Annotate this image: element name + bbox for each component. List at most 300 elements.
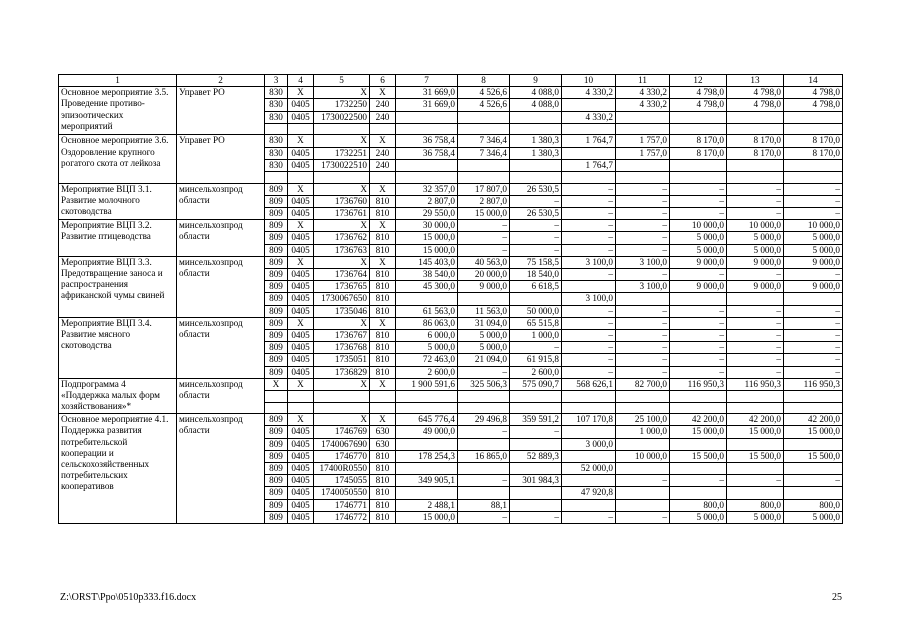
table-cell: X [314,135,370,147]
table-cell [670,463,727,475]
table-cell [616,438,670,450]
table-cell: – [458,244,510,256]
table-cell [458,111,510,123]
table-cell: X [314,183,370,195]
table-cell: 3 100,0 [616,256,670,268]
table-cell [784,159,843,171]
table-cell [562,475,616,487]
table-cell: 1730022510 [314,159,370,171]
table-cell: 45 300,0 [396,281,458,293]
table-cell: 5 000,0 [727,244,784,256]
table-cell [784,123,843,135]
table-cell: 17400R0550 [314,463,370,475]
table-cell: 3 100,0 [616,281,670,293]
table-cell: 2 807,0 [396,195,458,207]
table-cell [670,123,727,135]
table-cell: 61 563,0 [396,305,458,317]
table-cell: 10 000,0 [727,220,784,232]
table-header-row [59,75,843,87]
table-cell: 240 [370,99,396,111]
table-cell [562,123,616,135]
table-cell [616,111,670,123]
table-cell: X [314,378,370,390]
table-cell: – [458,475,510,487]
measure-description: Мероприятие ВЦП 3.2. Развитие птицеводства [59,220,177,257]
table-cell [510,499,562,511]
table-cell: 38 540,0 [396,269,458,281]
table-cell: 4 798,0 [727,99,784,111]
table-cell [510,172,562,184]
table-cell [396,111,458,123]
table-cell: 0405 [288,293,314,305]
table-cell: 7 346,4 [458,147,510,159]
table-cell: 1740050550 [314,487,370,499]
table-cell [670,111,727,123]
table-cell: 36 758,4 [396,147,458,159]
table-cell: – [510,220,562,232]
table-cell: – [562,220,616,232]
table-cell: 4 330,2 [616,87,670,99]
measure-description: Мероприятие ВЦП 3.3. Предотвращение заноса и распространения африканской чумы свиней [59,256,177,317]
table-row [59,414,843,426]
table-cell: X [288,317,314,329]
table-cell: 3 100,0 [562,293,616,305]
table-cell: X [314,87,370,99]
table-cell: X [370,414,396,426]
column-header: 14 [784,75,843,87]
table-cell: – [784,208,843,220]
table-cell: – [562,366,616,378]
table-cell: X [314,317,370,329]
table-cell: 1 757,0 [616,135,670,147]
table-cell: 178 254,3 [396,450,458,462]
table-cell: – [562,354,616,366]
table-cell [727,391,784,403]
table-cell: – [784,354,843,366]
table-cell: 1740067690 [314,438,370,450]
table-cell: – [458,511,510,523]
table-cell: 26 530,5 [510,183,562,195]
table-cell: – [727,366,784,378]
table-cell: 5 000,0 [727,232,784,244]
table-cell: – [616,195,670,207]
table-cell: 809 [265,463,288,475]
table-cell: 20 000,0 [458,269,510,281]
table-cell: 3 000,0 [562,438,616,450]
table-cell: 810 [370,293,396,305]
responsible-executor: минсельхозпрод области [177,183,265,220]
table-cell: 810 [370,463,396,475]
table-cell: 15 500,0 [670,450,727,462]
table-cell: 830 [265,87,288,99]
table-cell [784,487,843,499]
table-cell: 810 [370,511,396,523]
table-cell: – [616,183,670,195]
table-cell: 809 [265,220,288,232]
table-cell: 800,0 [784,499,843,511]
table-cell [396,172,458,184]
table-cell: 9 000,0 [784,281,843,293]
table-cell: X [288,378,314,390]
column-header: 13 [727,75,784,87]
table-cell: 800,0 [670,499,727,511]
table-cell: 240 [370,159,396,171]
table-cell [314,123,370,135]
table-cell [784,391,843,403]
table-cell: 21 094,0 [458,354,510,366]
table-cell: 1 900 591,6 [396,378,458,390]
table-cell [396,487,458,499]
table-cell [616,159,670,171]
table-cell: 8 170,0 [670,147,727,159]
responsible-executor: минсельхозпрод области [177,256,265,317]
table-cell: 9 000,0 [458,281,510,293]
table-cell: 116 950,3 [727,378,784,390]
table-cell: – [562,232,616,244]
table-cell: – [784,330,843,342]
table-cell [727,487,784,499]
table-cell: 1 380,3 [510,147,562,159]
table-cell [370,391,396,403]
table-cell: 810 [370,450,396,462]
table-cell: – [727,354,784,366]
table-cell [510,111,562,123]
table-cell: 8 170,0 [670,135,727,147]
table-cell: – [510,426,562,438]
table-cell: 4 088,0 [510,87,562,99]
table-cell [458,123,510,135]
page-number: 25 [832,592,842,603]
table-cell: – [727,195,784,207]
table-cell [370,123,396,135]
table-cell: 15 500,0 [727,450,784,462]
table-cell: – [562,244,616,256]
table-cell: 0405 [288,208,314,220]
table-cell [727,438,784,450]
table-cell: 5 000,0 [458,342,510,354]
table-row [59,378,843,390]
table-cell: 1746772 [314,511,370,523]
table-cell: 31 094,0 [458,317,510,329]
measure-description: Подпрограмма 4 «Поддержка малых форм хозяйствования»* [59,378,177,413]
table-cell: 1732251 [314,147,370,159]
table-cell [314,391,370,403]
table-cell: X [288,414,314,426]
table-cell: – [670,475,727,487]
table-cell: – [784,269,843,281]
table-cell: 9 000,0 [670,256,727,268]
table-cell [314,402,370,414]
table-cell: 10 000,0 [616,450,670,462]
responsible-executor: минсельхозпрод области [177,317,265,378]
column-header: 7 [396,75,458,87]
table-cell: 1735051 [314,354,370,366]
table-cell: 116 950,3 [784,378,843,390]
table-cell: 86 063,0 [396,317,458,329]
table-cell [616,499,670,511]
table-cell: X [288,183,314,195]
table-cell: – [670,305,727,317]
table-cell: 810 [370,269,396,281]
table-cell: 5 000,0 [784,511,843,523]
table-cell [510,438,562,450]
table-cell [265,402,288,414]
table-cell: 0405 [288,342,314,354]
table-cell: 5 000,0 [727,511,784,523]
table-cell: 4 798,0 [784,87,843,99]
table-cell: 52 889,3 [510,450,562,462]
table-cell: 5 000,0 [784,232,843,244]
table-cell: 1736768 [314,342,370,354]
table-cell [670,438,727,450]
table-cell: X [370,135,396,147]
table-cell: – [616,269,670,281]
table-cell: – [784,475,843,487]
table-cell: 8 170,0 [727,135,784,147]
table-cell: – [784,305,843,317]
table-cell: 6 000,0 [396,330,458,342]
table-cell: 4 330,2 [616,99,670,111]
table-cell: 809 [265,208,288,220]
table-cell: 61 915,8 [510,354,562,366]
table-cell: 16 865,0 [458,450,510,462]
table-cell: – [727,269,784,281]
table-cell: 2 807,0 [458,195,510,207]
column-header: 11 [616,75,670,87]
table-cell: 809 [265,330,288,342]
table-cell: 75 158,5 [510,256,562,268]
table-cell [370,402,396,414]
table-cell: – [670,342,727,354]
table-cell: 9 000,0 [727,281,784,293]
table-cell [288,402,314,414]
table-cell: – [510,195,562,207]
responsible-executor: минсельхозпрод области [177,220,265,257]
table-cell: – [616,220,670,232]
table-cell: 809 [265,475,288,487]
table-cell: 0405 [288,438,314,450]
table-cell: – [616,305,670,317]
table-cell [288,172,314,184]
table-cell [562,402,616,414]
responsible-executor: Управет РО [177,87,265,135]
table-cell: 1 757,0 [616,147,670,159]
table-cell: – [616,208,670,220]
table-cell: 2 600,0 [510,366,562,378]
table-cell: 15 000,0 [396,244,458,256]
table-cell: 65 515,8 [510,317,562,329]
table-cell: 810 [370,475,396,487]
table-cell: 31 669,0 [396,99,458,111]
table-cell: 2 600,0 [396,366,458,378]
table-cell [370,172,396,184]
table-cell: 4 330,2 [562,87,616,99]
table-cell: 8 170,0 [784,147,843,159]
table-cell: 810 [370,208,396,220]
table-cell: 810 [370,366,396,378]
table-cell [396,123,458,135]
table-cell: – [562,305,616,317]
table-cell: X [370,317,396,329]
table-cell: – [616,511,670,523]
table-cell: – [727,317,784,329]
table-cell [727,402,784,414]
table-cell: – [562,208,616,220]
table-cell [670,172,727,184]
table-cell: 4 798,0 [670,87,727,99]
document-table [58,74,843,524]
table-row [59,256,843,268]
column-header: 10 [562,75,616,87]
table-cell [458,172,510,184]
table-cell: 810 [370,330,396,342]
table-cell: 240 [370,147,396,159]
table-cell: – [510,511,562,523]
table-cell: 809 [265,244,288,256]
table-cell: – [616,317,670,329]
table-cell [562,450,616,462]
table-cell: 42 200,0 [670,414,727,426]
table-cell: – [562,317,616,329]
table-cell [616,402,670,414]
responsible-executor: минсельхозпрод области [177,378,265,413]
table-cell [616,391,670,403]
table-cell: 1 764,7 [562,159,616,171]
table-cell: 830 [265,159,288,171]
table-cell [616,172,670,184]
table-cell: 1 380,3 [510,135,562,147]
table-cell: X [314,414,370,426]
table-cell [727,293,784,305]
table-cell: 0405 [288,195,314,207]
table-cell: 809 [265,256,288,268]
table-cell [562,99,616,111]
table-cell: 4 798,0 [727,87,784,99]
table-cell: 240 [370,111,396,123]
table-cell [670,402,727,414]
table-cell: 809 [265,366,288,378]
table-cell [784,293,843,305]
table-cell: 810 [370,195,396,207]
table-cell: 82 700,0 [616,378,670,390]
table-row [59,220,843,232]
table-cell [396,463,458,475]
table-cell: 9 000,0 [670,281,727,293]
table-cell: 809 [265,438,288,450]
table-cell [727,159,784,171]
table-cell: – [670,208,727,220]
table-cell: – [458,220,510,232]
table-cell: 0405 [288,281,314,293]
table-cell: – [670,354,727,366]
table-cell: 15 000,0 [727,426,784,438]
table-cell: 809 [265,281,288,293]
table-cell [458,159,510,171]
table-cell: – [670,269,727,281]
table-cell: 1736762 [314,232,370,244]
column-header: 5 [314,75,370,87]
table-cell: 4 526,6 [458,87,510,99]
table-cell: 809 [265,499,288,511]
table-cell: 7 346,4 [458,135,510,147]
table-cell: 5 000,0 [458,330,510,342]
table-cell: 800,0 [727,499,784,511]
column-header: 1 [59,75,177,87]
table-cell: 809 [265,487,288,499]
table-cell: X [370,378,396,390]
table-cell: 31 669,0 [396,87,458,99]
table-cell: 809 [265,269,288,281]
column-header: 6 [370,75,396,87]
table-cell: X [314,256,370,268]
table-cell: 630 [370,438,396,450]
table-cell: – [670,195,727,207]
table-cell: 809 [265,414,288,426]
table-cell: 0405 [288,487,314,499]
table-cell: 830 [265,111,288,123]
table-cell: 1745055 [314,475,370,487]
table-cell [396,293,458,305]
table-cell: 810 [370,499,396,511]
table-cell: 8 170,0 [727,147,784,159]
table-cell: – [616,475,670,487]
table-cell: 8 170,0 [784,135,843,147]
column-header: 4 [288,75,314,87]
table-cell [670,487,727,499]
table-cell: 15 000,0 [784,426,843,438]
table-cell [616,463,670,475]
table-cell [510,487,562,499]
table-cell [670,391,727,403]
table-cell: 5 000,0 [396,342,458,354]
table-cell: – [458,426,510,438]
table-cell: 49 000,0 [396,426,458,438]
table-cell: 0405 [288,450,314,462]
table-cell: 26 530,5 [510,208,562,220]
table-cell: 18 540,0 [510,269,562,281]
table-cell: 1732250 [314,99,370,111]
table-cell: 40 563,0 [458,256,510,268]
table-cell: – [670,317,727,329]
table-cell: 809 [265,426,288,438]
table-cell: 5 000,0 [670,232,727,244]
table-cell [670,293,727,305]
table-row [59,183,843,195]
table-cell: 10 000,0 [670,220,727,232]
table-cell [314,172,370,184]
table-cell [562,281,616,293]
table-cell: 17 807,0 [458,183,510,195]
table-cell: X [314,220,370,232]
table-cell: 1736764 [314,269,370,281]
table-cell [562,499,616,511]
table-cell: 47 920,8 [562,487,616,499]
table-cell: 9 000,0 [784,256,843,268]
column-header: 8 [458,75,510,87]
table-cell: – [562,330,616,342]
table-cell: – [670,366,727,378]
table-cell: 1746771 [314,499,370,511]
table-cell: 5 000,0 [670,511,727,523]
table-cell: 809 [265,183,288,195]
table-cell: – [727,475,784,487]
table-cell [670,159,727,171]
table-cell [727,111,784,123]
table-cell: 810 [370,354,396,366]
table-cell: 830 [265,147,288,159]
table-cell: 809 [265,342,288,354]
table-cell: – [784,183,843,195]
